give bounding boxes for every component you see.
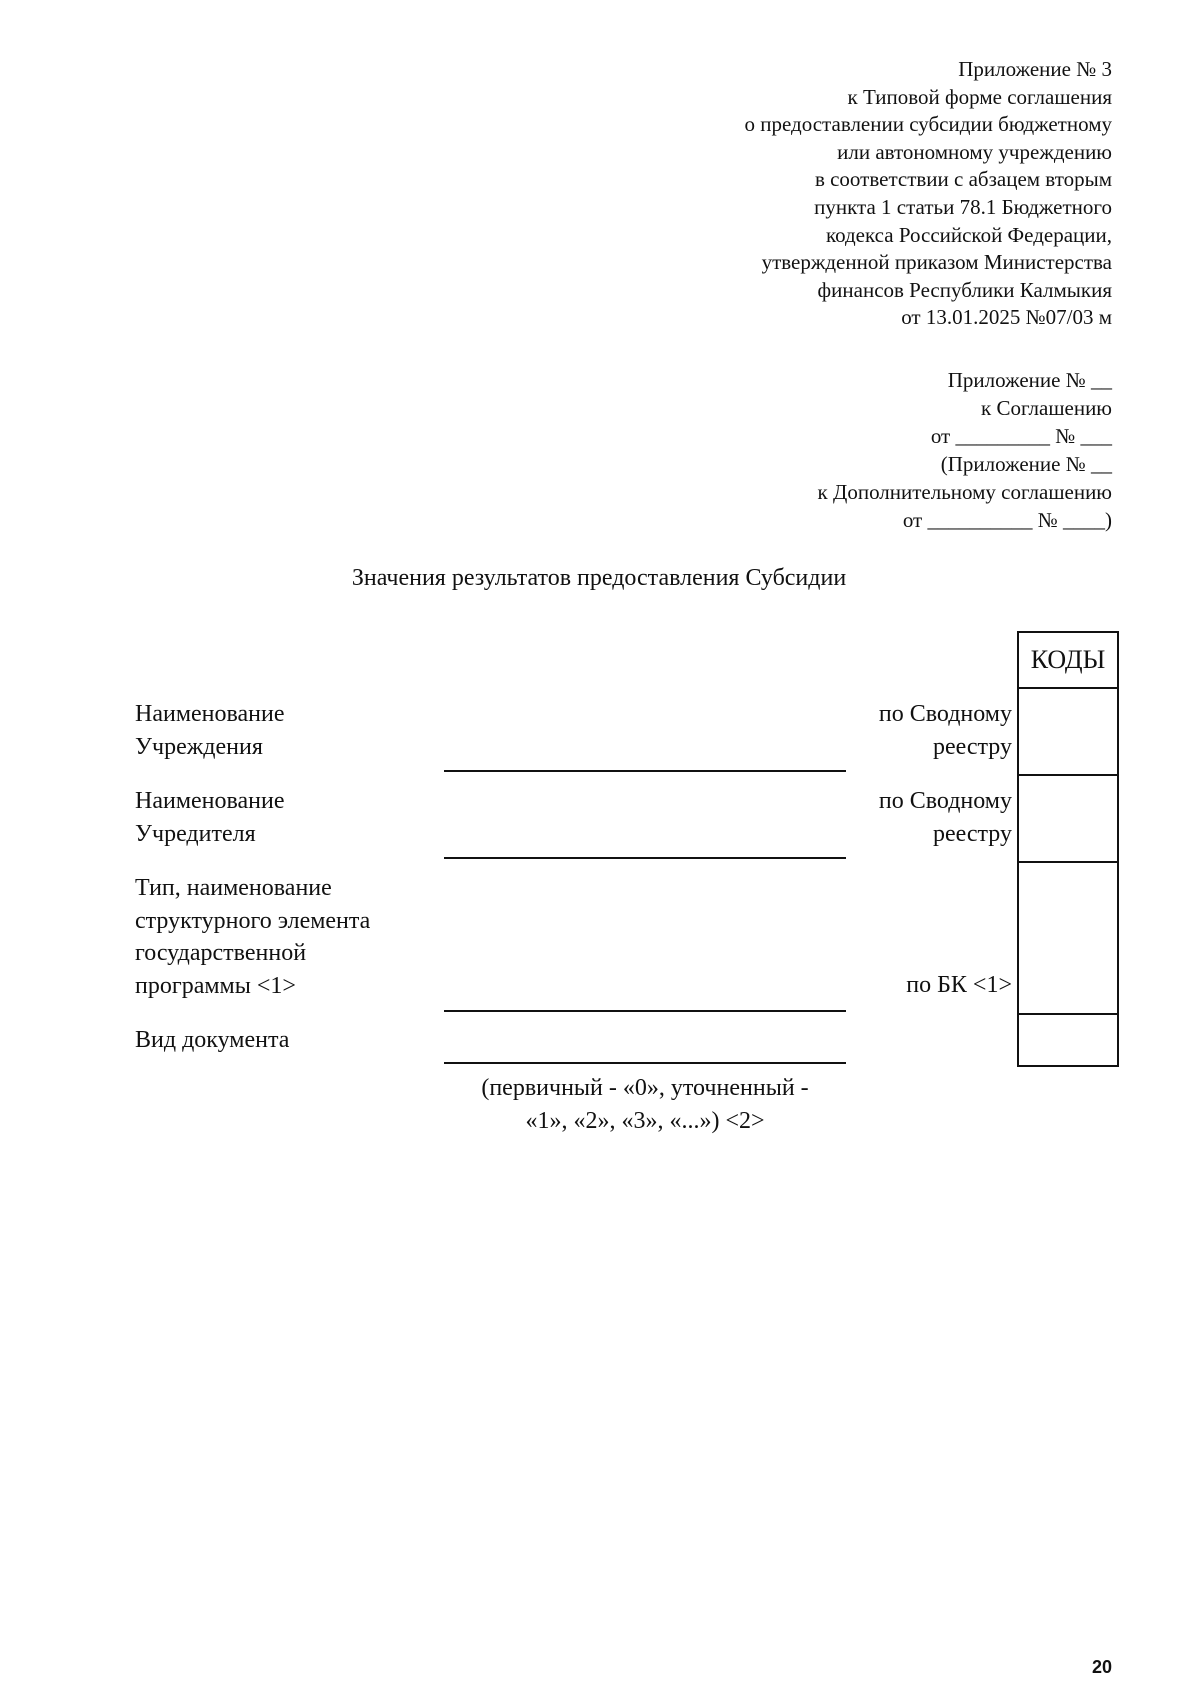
hint-line: (первичный - «0», уточненный - (481, 1075, 809, 1101)
appendix-line: утвержденной приказом Министерства (761, 250, 1112, 275)
label-line: реестру (932, 733, 1012, 760)
code-cell-founder[interactable] (1019, 774, 1117, 861)
label-line: Вид документа (135, 1027, 290, 1053)
appendix-line: о предоставлении субсидии бюджетному (744, 112, 1112, 137)
appendix-line: от 13.01.2025 №07/03 м (901, 305, 1112, 330)
appendix-line: пункта 1 статьи 78.1 Бюджетного (814, 194, 1112, 219)
label-line: Наименование (135, 701, 285, 727)
codes-header: КОДЫ (1030, 645, 1106, 674)
label-line: по Сводному (878, 701, 1012, 727)
code-cell-program[interactable] (1019, 861, 1117, 1013)
agreement-line: к Соглашению (981, 396, 1112, 420)
document-title-text: Значения результатов предоставления Субсидии (351, 565, 847, 591)
label-line: структурного элемента (135, 907, 371, 934)
document-title (0, 565, 1200, 592)
founder-name-field[interactable] (444, 857, 846, 859)
founder-registry-label (879, 785, 1012, 850)
hint-line: «1», «2», «3», «...») <2> (525, 1107, 765, 1134)
agreement-line: Приложение № __ (947, 368, 1112, 392)
document-type-label (135, 1024, 289, 1057)
agreement-header (818, 366, 1112, 534)
founder-label (135, 785, 285, 850)
appendix-line: Приложение № 3 (958, 57, 1112, 81)
institution-label (135, 698, 285, 763)
label-line: Учреждения (135, 733, 263, 760)
label-line: по БК <1> (906, 972, 1012, 998)
program-label (135, 872, 370, 1002)
agreement-line: (Приложение № __ (940, 452, 1112, 476)
code-cell-document-type[interactable] (1019, 1013, 1117, 1065)
program-bk-label (906, 969, 1012, 1002)
appendix-line: к Типовой форме соглашения (847, 84, 1112, 109)
label-line: Тип, наименование (135, 875, 332, 901)
label-line: программы <1> (135, 972, 296, 999)
agreement-line: от _________ № ___ (930, 424, 1112, 448)
appendix-line: кодекса Российской Федерации, (825, 222, 1112, 247)
label-line: Учредителя (135, 820, 256, 847)
label-line: Наименование (135, 788, 285, 814)
appendix-line: финансов Республики Калмыкия (817, 277, 1112, 302)
agreement-line: от __________ № ____) (902, 508, 1112, 532)
agreement-line: к Дополнительному соглашению (817, 480, 1112, 504)
appendix-line: в соответствии с абзацем вторым (814, 167, 1112, 192)
institution-name-field[interactable] (444, 770, 846, 772)
page-number: 20 (1091, 1657, 1112, 1677)
document-type-hint (444, 1072, 846, 1137)
label-line: государственной (135, 940, 307, 966)
codes-table (1017, 631, 1119, 1067)
institution-registry-label (879, 698, 1012, 763)
label-line: по Сводному (878, 788, 1012, 814)
program-name-field[interactable] (444, 1010, 846, 1012)
code-cell-institution[interactable] (1019, 687, 1117, 774)
appendix-header (745, 56, 1113, 332)
document-type-field[interactable] (444, 1062, 846, 1064)
label-line: реестру (932, 820, 1012, 847)
appendix-line: или автономному учреждению (837, 139, 1112, 164)
